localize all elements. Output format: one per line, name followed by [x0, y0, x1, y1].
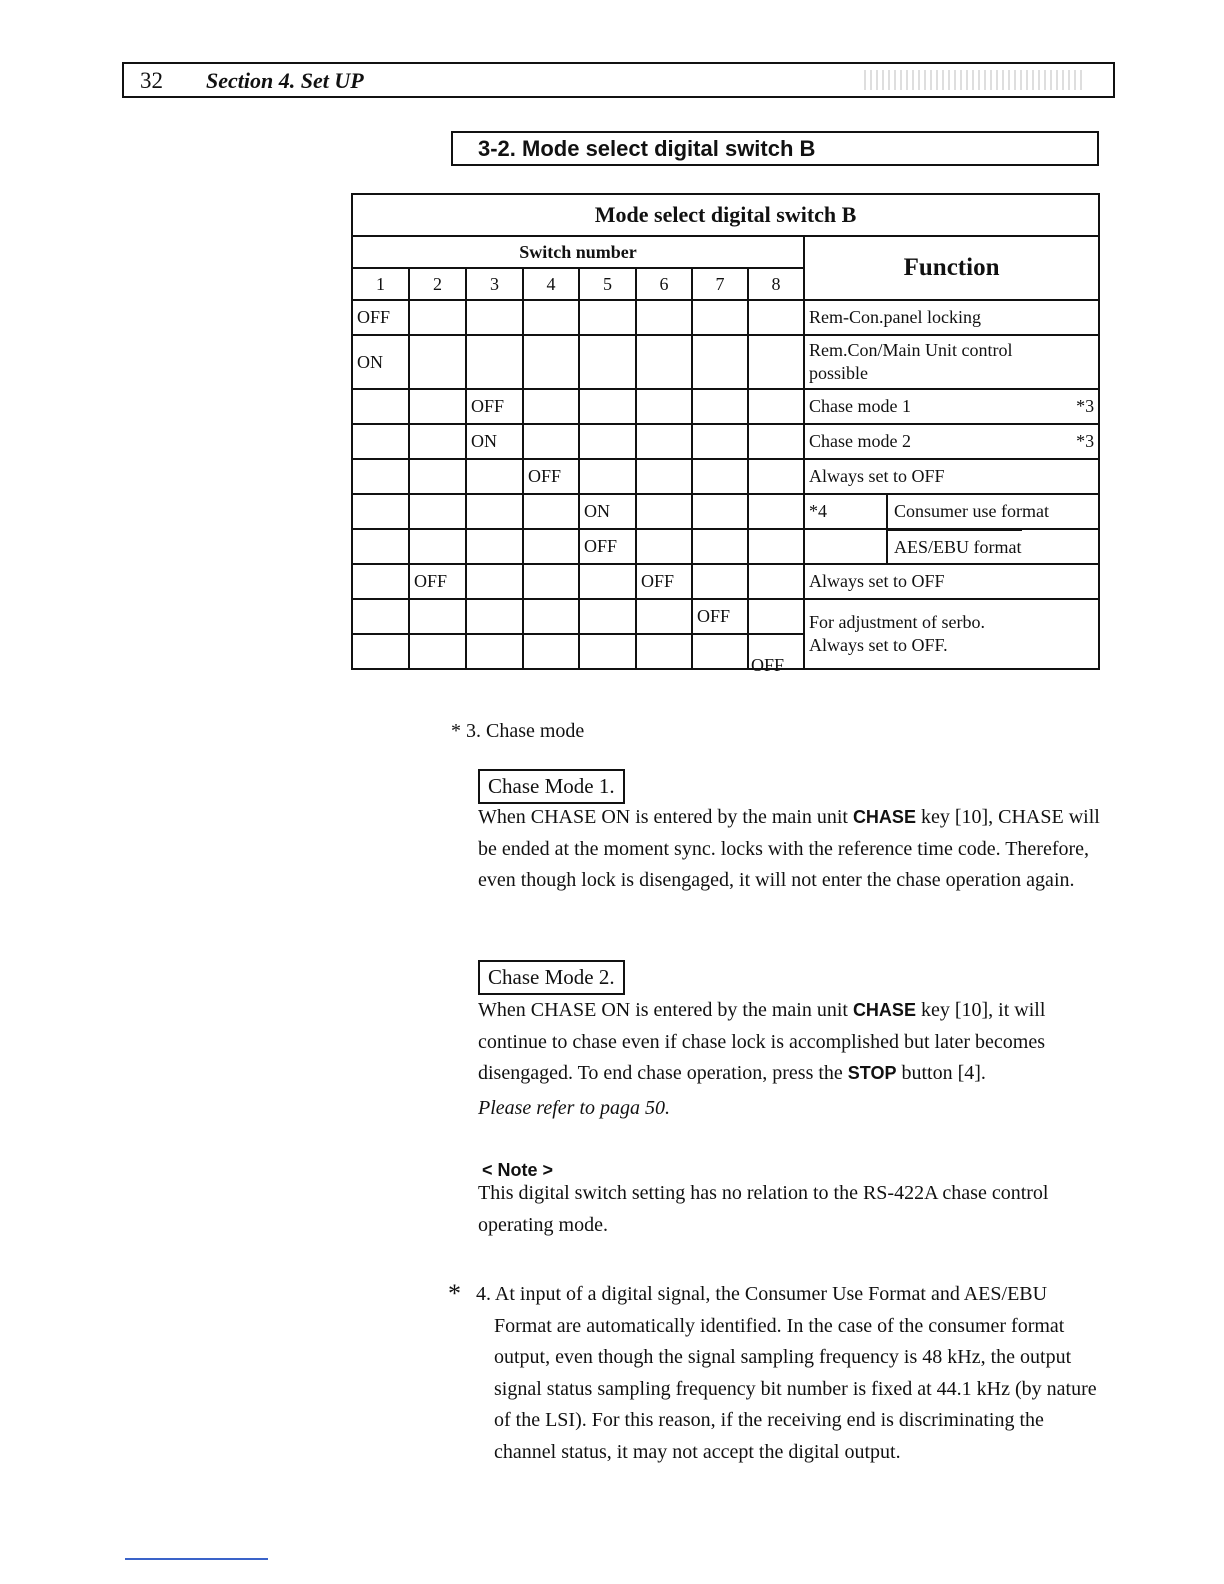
function-cell: Always set to OFF [804, 459, 1099, 494]
switch-cell [748, 424, 804, 459]
switch-cell [692, 389, 748, 424]
footnote-ref: *3 [1076, 431, 1095, 451]
switch-cell [748, 494, 804, 529]
function-text: Chase mode 2 [809, 431, 911, 451]
switch-cell [409, 389, 466, 424]
switch-cell [579, 300, 636, 335]
switch-cell [579, 634, 636, 669]
function-cell [804, 335, 1099, 389]
col-header: 5 [579, 268, 636, 300]
switch-cell [466, 459, 523, 494]
page-header [122, 62, 1115, 98]
col-header: 2 [409, 268, 466, 300]
col-header: 3 [466, 268, 523, 300]
switch-cell [352, 599, 409, 634]
switch-cell [352, 564, 409, 599]
switch-cell [636, 634, 692, 669]
switch-cell [466, 335, 523, 389]
switch-cell [523, 494, 579, 529]
switch-cell [466, 494, 523, 529]
switch-cell [523, 564, 579, 599]
section-title: Section 4. Set UP [206, 68, 364, 93]
switch-cell [352, 494, 409, 529]
switch-cell [692, 529, 748, 564]
table-row [352, 599, 1099, 634]
table-row [352, 335, 1099, 389]
switch-cell [748, 459, 804, 494]
switch-cell [692, 564, 748, 599]
switch-cell [748, 564, 804, 599]
switch-cell [692, 459, 748, 494]
switch-cell [579, 564, 636, 599]
switch-cell [579, 424, 636, 459]
switch-cell [692, 424, 748, 459]
switch-cell [748, 389, 804, 424]
function-line: For adjustment of serbo. [809, 612, 985, 632]
switch-cell [692, 634, 748, 669]
switch-cell [636, 494, 692, 529]
text-run: When CHASE ON is entered by the main unit [478, 999, 853, 1021]
function-text: Chase mode 1 [809, 396, 911, 416]
switch-cell [579, 389, 636, 424]
switch-value: OFF [751, 655, 785, 675]
chase-mode-1-text [478, 802, 1100, 897]
section-heading: 3-2. Mode select digital switch B [451, 131, 1099, 166]
table-row [352, 564, 1099, 599]
footnote-ref: *4 [809, 501, 827, 521]
switch-cell [523, 599, 579, 634]
function-cell [804, 494, 1099, 529]
switch-cell: OFF [466, 389, 523, 424]
switch-cell [523, 529, 579, 564]
switch-cell: OFF [352, 300, 409, 335]
switch-cell [466, 599, 523, 634]
switch-cell [523, 335, 579, 389]
switch-cell: ON [466, 424, 523, 459]
text-run: key [10], CHASE will be ended at the moment sync. locks with the reference time code. Therefore, even though lock is disengaged, it will not enter the chase operation again. [478, 806, 1100, 891]
switch-cell [409, 459, 466, 494]
note-4-text: 4. At input of a digital signal, the Consumer Use Format and AES/EBU Format are automatically identified. In the case of the consumer format output, even though the signal sampling frequency is 48 kHz, the output signal status sampling frequency bit number is fixed at 44.1 kHz (by nature of the LSI). For this reason, if the receiving end is discriminating the channel status, it may not accept the digital output. [476, 1283, 1097, 1463]
switch-cell [523, 300, 579, 335]
switch-cell [466, 634, 523, 669]
function-line: Always set to OFF. [809, 635, 948, 655]
switch-table [351, 193, 1100, 675]
chase-mode-1-label: Chase Mode 1. [478, 769, 625, 804]
switch-cell [636, 335, 692, 389]
switch-cell: OFF [692, 599, 748, 634]
switch-cell [636, 300, 692, 335]
switch-cell [352, 634, 409, 669]
switch-cell [409, 494, 466, 529]
switch-cell [748, 300, 804, 335]
switch-cell [466, 529, 523, 564]
header-scan-noise [864, 70, 1084, 90]
chase-key-label: CHASE [852, 1000, 916, 1020]
switch-cell [523, 389, 579, 424]
note-title: < Note > [482, 1160, 554, 1180]
table-row [352, 389, 1099, 424]
table-row [352, 494, 1099, 529]
switch-cell [748, 599, 804, 634]
bottom-rule [125, 1558, 268, 1560]
switch-cell [409, 634, 466, 669]
note-text: This digital switch setting has no relation to the RS-422A chase control operating mode. [478, 1182, 1049, 1236]
col-header: 4 [523, 268, 579, 300]
switch-cell [409, 529, 466, 564]
chase-mode-2-label: Chase Mode 2. [478, 960, 625, 995]
function-text: AES/EBU format [886, 529, 1022, 564]
switch-cell [409, 599, 466, 634]
switch-cell: ON [352, 335, 409, 389]
switch-cell [748, 335, 804, 389]
switch-cell: OFF [523, 459, 579, 494]
switch-cell [692, 300, 748, 335]
switch-cell [579, 599, 636, 634]
col-header: 1 [352, 268, 409, 300]
function-line: Rem.Con/Main Unit control [809, 340, 1013, 360]
stop-key-label: STOP [847, 1063, 897, 1083]
col-header: 8 [748, 268, 804, 300]
function-cell: Always set to OFF [804, 564, 1099, 599]
function-cell [804, 599, 1099, 669]
switch-number-header: Switch number [352, 236, 804, 268]
switch-cell [352, 424, 409, 459]
function-line: possible [809, 363, 869, 383]
switch-cell [466, 564, 523, 599]
function-header: Function [804, 236, 1099, 300]
switch-cell [579, 335, 636, 389]
function-cell: Rem-Con.panel locking [804, 300, 1099, 335]
table-row [352, 529, 1099, 564]
col-header: 7 [692, 268, 748, 300]
switch-cell [409, 335, 466, 389]
footnote-ref: *3 [1076, 396, 1095, 416]
switch-cell [409, 300, 466, 335]
switch-cell [692, 494, 748, 529]
switch-cell: OFF [409, 564, 466, 599]
function-cell [804, 529, 1099, 564]
chase-key-label: CHASE [852, 807, 916, 827]
switch-cell [692, 335, 748, 389]
switch-cell: ON [579, 494, 636, 529]
switch-cell [409, 424, 466, 459]
text-run: When CHASE ON is entered by the main unit [478, 806, 853, 828]
text-run: key [10], it will continue to chase even if chase lock is accomplished but later becomes disengaged. To end chase operation, press the [478, 999, 1046, 1084]
page-number: 32 [140, 68, 163, 93]
switch-cell [636, 389, 692, 424]
footnote-star: * [448, 1279, 461, 1308]
switch-cell [352, 529, 409, 564]
switch-cell: OFF [636, 564, 692, 599]
switch-cell [636, 599, 692, 634]
switch-cell [636, 529, 692, 564]
chase-mode-2-text [478, 995, 1100, 1090]
table-row [352, 459, 1099, 494]
col-header: 6 [636, 268, 692, 300]
switch-cell [636, 424, 692, 459]
chase-mode-title: * 3. Chase mode [451, 720, 585, 742]
text-run: button [4]. [896, 1062, 986, 1084]
switch-cell [466, 300, 523, 335]
function-text: Consumer use format [886, 495, 1049, 528]
table-row [352, 424, 1099, 459]
switch-cell [579, 459, 636, 494]
switch-cell [636, 459, 692, 494]
switch-cell [748, 634, 804, 675]
table-title: Mode select digital switch B [352, 194, 1099, 236]
function-cell [804, 424, 1099, 459]
switch-cell [523, 424, 579, 459]
switch-cell [352, 459, 409, 494]
switch-cell [523, 634, 579, 669]
page-reference: Please refer to paga 50. [478, 1097, 671, 1119]
table-row [352, 300, 1099, 335]
switch-cell [352, 389, 409, 424]
switch-cell [748, 529, 804, 564]
switch-cell: OFF [579, 529, 636, 564]
function-cell [804, 389, 1099, 424]
